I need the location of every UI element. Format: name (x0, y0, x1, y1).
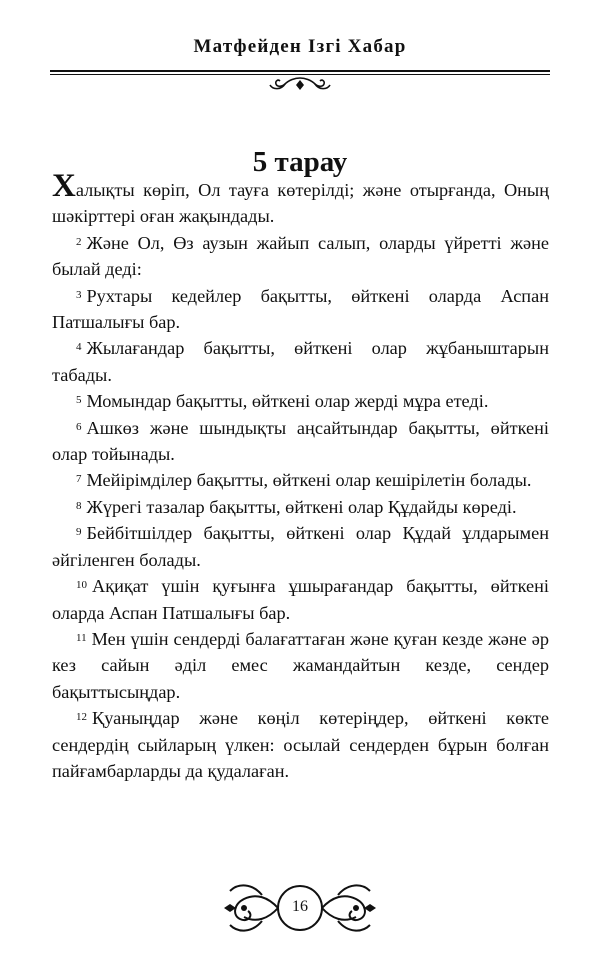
chapter-text (52, 168, 549, 784)
verse (52, 494, 549, 520)
verse (52, 705, 549, 784)
verse-number: 2 (76, 235, 82, 248)
header-ornament-icon (265, 74, 335, 94)
verse-number: 8 (76, 499, 82, 512)
running-header: Матфейден Ізгі Хабар (193, 36, 407, 57)
verse-number: 6 (76, 420, 82, 433)
verse-text: алықты көріп, Ол тауға көтерілді; және отырғанда, Оның шәкірттері оған жақындады. (52, 180, 549, 227)
verse-text: Және Ол, Өз аузын жайып салып, оларды үйретті және былай деді: (52, 232, 549, 280)
verse (52, 283, 549, 336)
verse-text: Жүрегі тазалар бақытты, өйткені олар Құдайды көреді. (86, 496, 517, 517)
verse-number: 3 (76, 288, 82, 301)
verse-text: Момындар бақытты, өйткені олар жерді мұра етеді. (86, 391, 489, 412)
header-rule-thick (50, 70, 550, 72)
verse-number: 9 (76, 526, 82, 539)
verse-number: 10 (76, 579, 87, 592)
verse-text: Бейбітшілдер бақытты, өйткені олар Құдай ұлдарымен әйгіленген болады. (52, 523, 549, 570)
verse-text: Мейірімділер бақытты, өйткені олар кешірілетін болады. (86, 470, 532, 491)
verse-text: Мен үшін сендерді балағаттаған және қуған кезде және әр кез сайын әділ емес жамандайтын кезде, сендер бақыттысыңдар. (52, 628, 549, 702)
verse (52, 467, 549, 493)
verse (52, 626, 549, 705)
verse-number: 12 (76, 711, 87, 724)
verse-number: 7 (76, 473, 82, 486)
verse-text: Рухтары кедейлер бақытты, өйткені оларда Аспан Патшалығы бар. (52, 285, 549, 333)
verse-1 (52, 168, 549, 230)
verse-number: 11 (76, 631, 87, 644)
verse-text: Жылағандар бақытты, өйткені олар жұбаныштарын табады. (52, 338, 549, 385)
chapter-title: 5 тарау (252, 146, 348, 178)
verse (52, 415, 549, 468)
drop-cap: Х (52, 168, 76, 204)
page-number: 16 (292, 898, 308, 915)
verse-text: Ақиқат үшін қуғынға ұшырағандар бақытты, өйткені оларда Аспан Патшалығы бар. (52, 576, 549, 623)
verse-text: Қуаныңдар және көңіл көтеріңдер, өйткені көкте сендердің сыйларың үлкен: осылай сендерден бұрын болған пайғамбарларды да қудалаған. (52, 708, 549, 781)
verse-text: Ашкөз және шындықты аңсайтындар бақытты, өйткені олар тойынады. (52, 417, 549, 465)
verse-number: 5 (76, 394, 82, 407)
verse (52, 230, 549, 283)
verse (52, 573, 549, 626)
verse (52, 520, 549, 573)
verse (52, 388, 549, 414)
verse (52, 335, 549, 388)
verse-number: 4 (76, 341, 82, 354)
